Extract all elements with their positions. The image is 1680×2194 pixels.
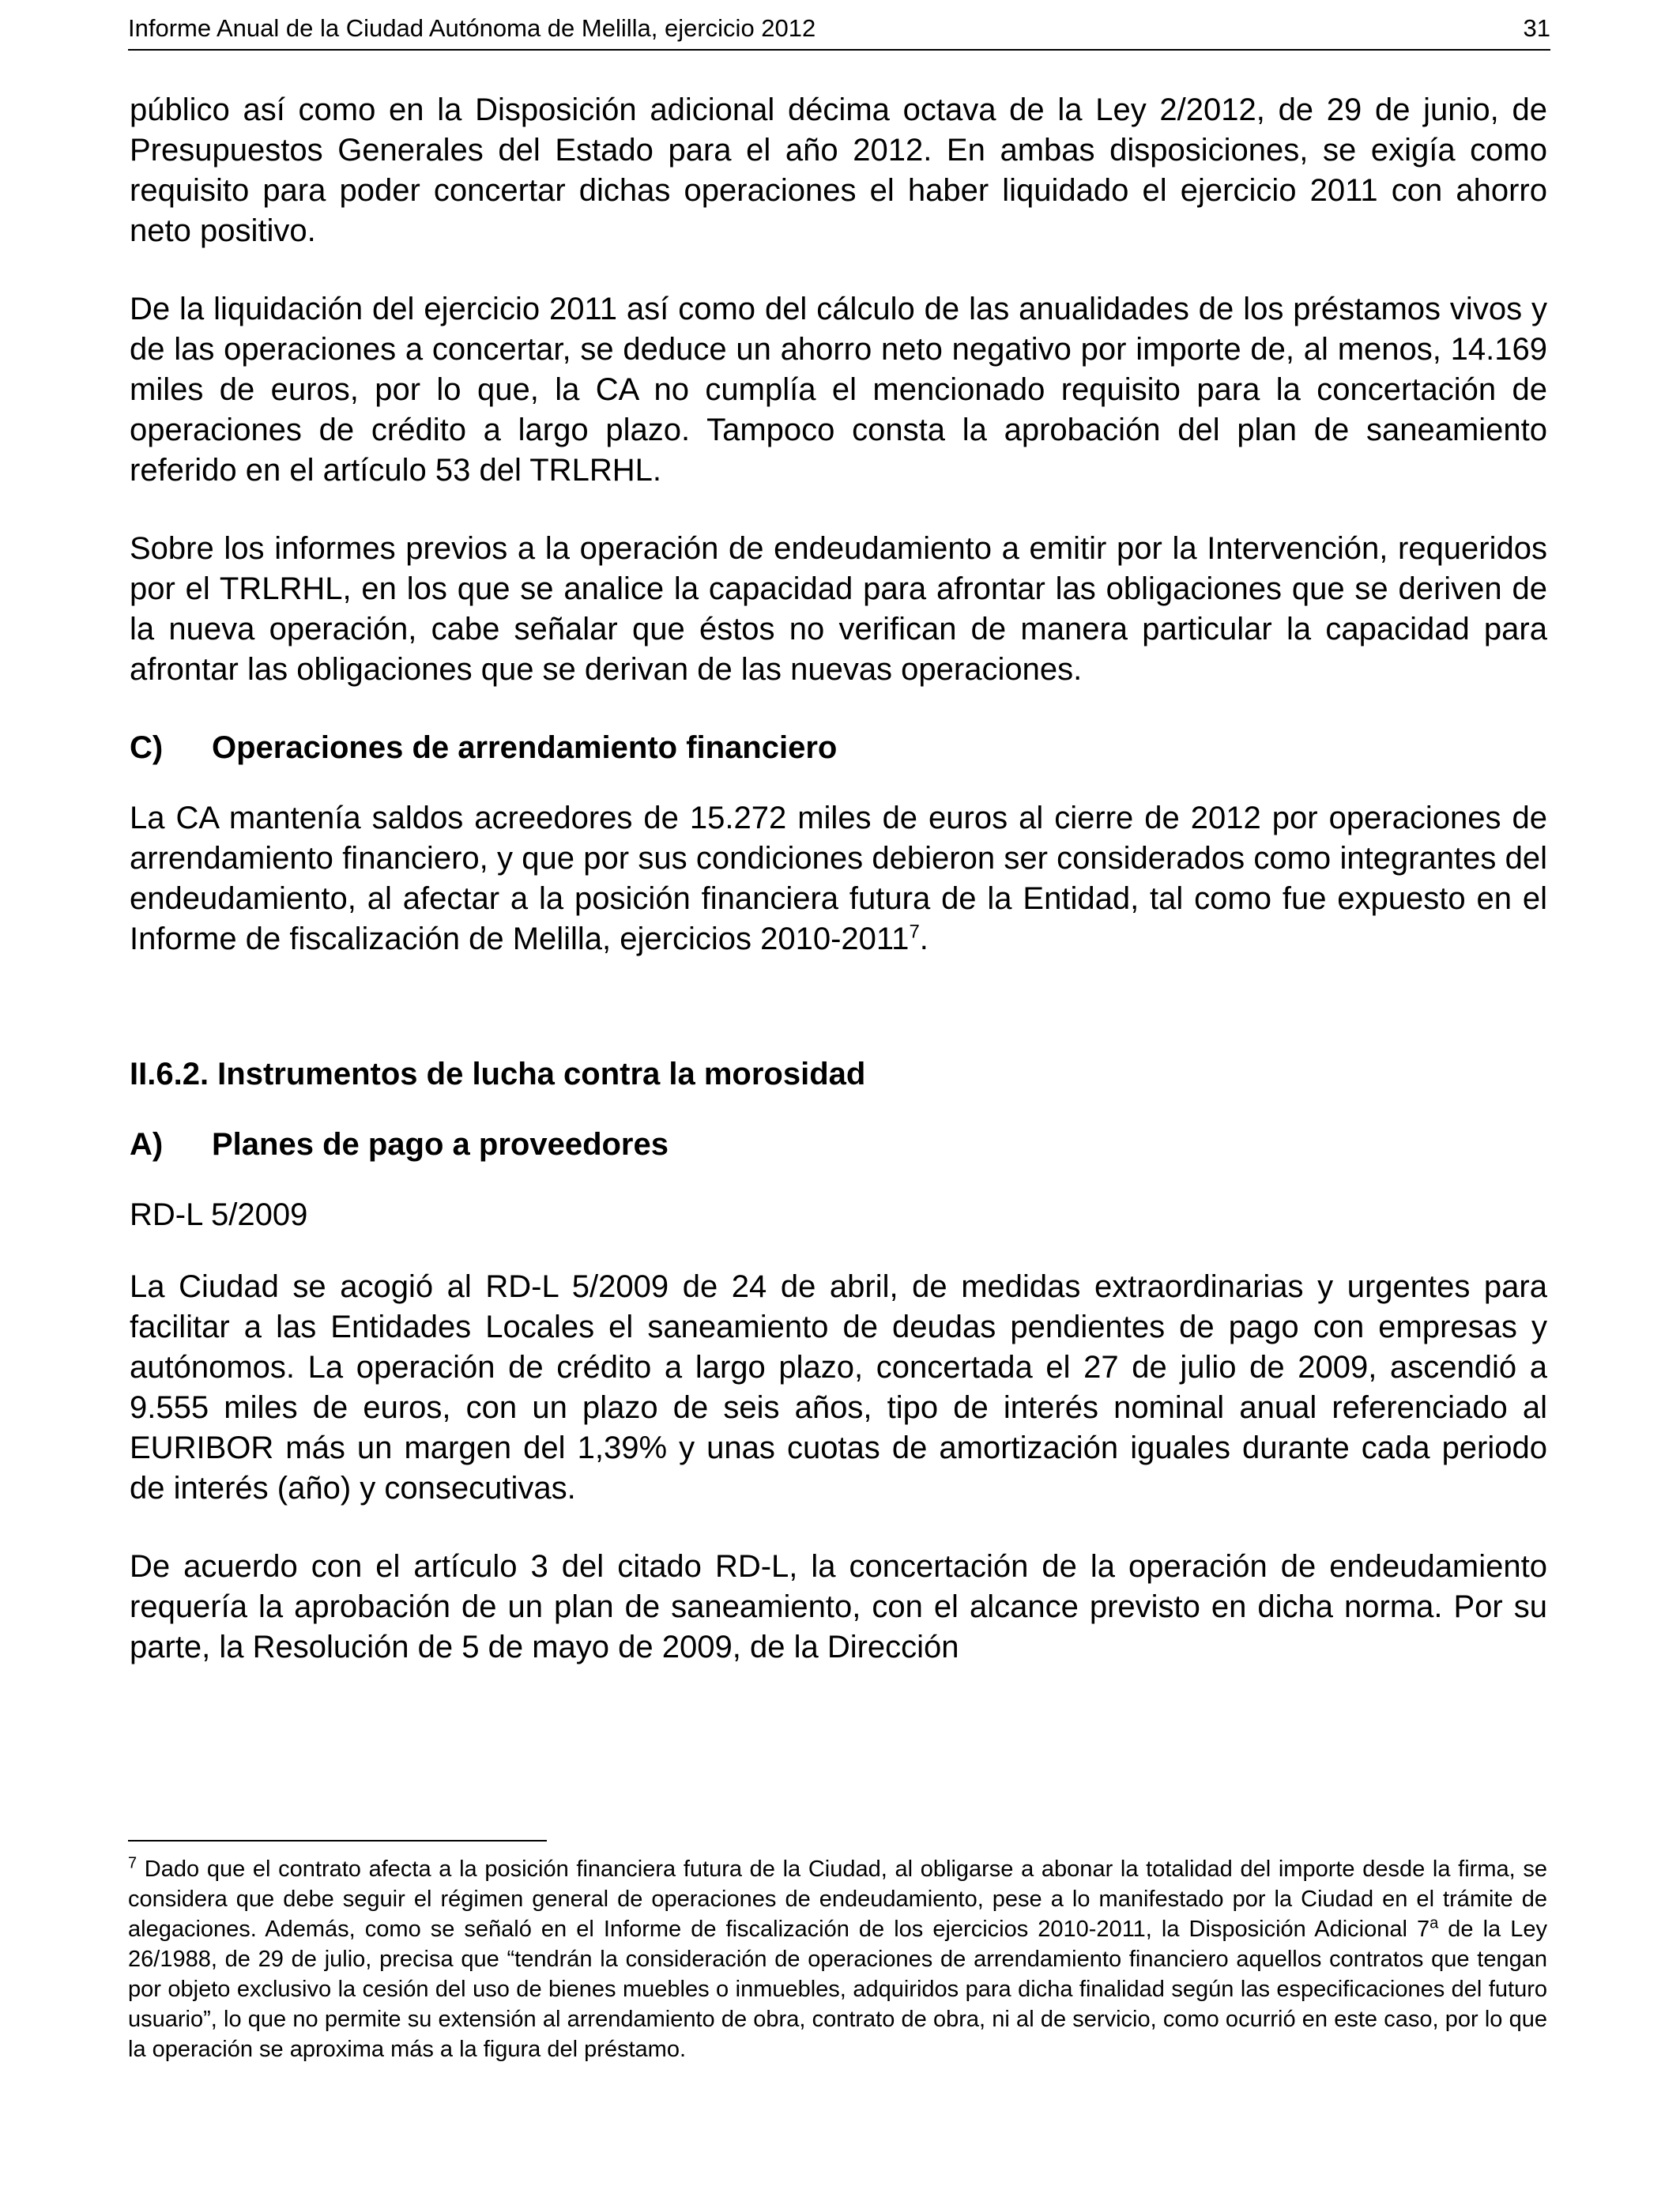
footnote-text-2: de la Ley 26/1988, de 29 de julio, precisa que “tendrán la consideración de operaciones de arrendamiento financiero aquellos contratos que tengan por objeto exclusivo la cesión del uso de bienes muebles o inmuebles, adquiridos para dicha finalidad según las especificaciones del futuro usuario”, lo que no permite su extensión al arrendamiento de obra, contrato de obra, ni al de servicio, como ocurrió en este caso, por lo que la operación se aproxima más a la figura del préstamo.: [128, 1917, 1547, 2062]
heading-c: [130, 728, 1547, 768]
paragraph-5: La Ciudad se acogió al RD-L 5/2009 de 24 de abril, de medidas extraordinarias y urgentes para facilitar a las Entidades Locales el saneamiento de deudas pendientes de pago con empresas y autónomos. La operación de crédito a largo plazo, concertada el 27 de julio de 2009, ascendió a 9.555 miles de euros, con un plazo de seis años, tipo de interés nominal anual referenciado al EURIBOR más un margen del 1,39% y unas cuotas de amortización iguales durante cada periodo de interés (año) y consecutivas.: [130, 1269, 1547, 1506]
footnote-text-1: Dado que el contrato afecta a la posición financiera futura de la Ciudad, al obligarse a abonar la totalidad del importe desde la firma, se considera que debe seguir el régimen general de operaciones de endeudamiento, pese a lo manifestado por la Ciudad en el trámite de alegaciones. Además, como se señaló en el Informe de fiscalización de los ejercicios 2010-2011, la Disposición Adicional 7: [128, 1857, 1547, 1942]
paragraph-4-end: .: [919, 922, 929, 956]
header-title: Informe Anual de la Ciudad Autónoma de Melilla, ejercicio 2012: [128, 14, 816, 42]
footnote-number: 7: [128, 1854, 137, 1872]
paragraph-1: público así como en la Disposición adicional décima octava de la Ley 2/2012, de 29 de junio, de Presupuestos Generales del Estado para el año 2012. En ambas disposiciones, se exigía como requisito para poder concertar dichas operaciones el haber liquidado el ejercicio 2011 con ahorro neto positivo.: [130, 92, 1547, 248]
rdl-label: RD-L 5/2009: [130, 1197, 308, 1232]
page-header: [128, 11, 1550, 51]
page-number: 31: [1523, 14, 1550, 42]
section-heading: II.6.2. Instrumentos de lucha contra la morosidad: [130, 1057, 866, 1091]
footnote-separator: [128, 1840, 547, 1842]
paragraph-6: De acuerdo con el artículo 3 del citado RD-L, la concertación de la operación de endeudamiento requería la aprobación de un plan de saneamiento, con el alcance previsto en dicha norma. Por su parte, la Resolución de 5 de mayo de 2009, de la Dirección: [130, 1549, 1547, 1664]
document-body: [130, 90, 1547, 1706]
footnote-ordinal: a: [1430, 1914, 1439, 1932]
paragraph-2: De la liquidación del ejercicio 2011 así como del cálculo de las anualidades de los préstamos vivos y de las operaciones a concertar, se deduce un ahorro neto negativo por importe de, al menos, 14.169 miles de euros, por lo que, la CA no cumplía el mencionado requisito para la concertación de operaciones de crédito a largo plazo. Tampoco consta la aprobación del plan de saneamiento referido en el artículo 53 del TRLRHL.: [130, 292, 1547, 488]
heading-a-title: Planes de pago a proveedores: [212, 1127, 669, 1162]
heading-c-title: Operaciones de arrendamiento financiero: [212, 730, 838, 765]
heading-a-letter: A): [130, 1127, 164, 1162]
footnote: [128, 1854, 1547, 2064]
heading-c-letter: C): [130, 730, 164, 765]
footnote-reference[interactable]: 7: [909, 921, 920, 943]
paragraph-4-text: La CA mantenía saldos acreedores de 15.272 miles de euros al cierre de 2012 por operaciones de arrendamiento financiero, y que por sus condiciones debieron ser considerados como integrantes del endeudamiento, al afectar a la posición financiera futura de la Entidad, tal como fue expuesto en el Informe de fiscalización de Melilla, ejercicios 2010-2011: [130, 801, 1547, 956]
paragraph-3: Sobre los informes previos a la operación de endeudamiento a emitir por la Intervención, requeridos por el TRLRHL, en los que se analice la capacidad para afrontar las obligaciones que se deriven de la nueva operación, cabe señalar que éstos no verifican de manera particular la capacidad para afrontar las obligaciones que se derivan de las nuevas operaciones.: [130, 531, 1547, 687]
paragraph-4: [130, 798, 1547, 959]
heading-a: [130, 1125, 1547, 1165]
